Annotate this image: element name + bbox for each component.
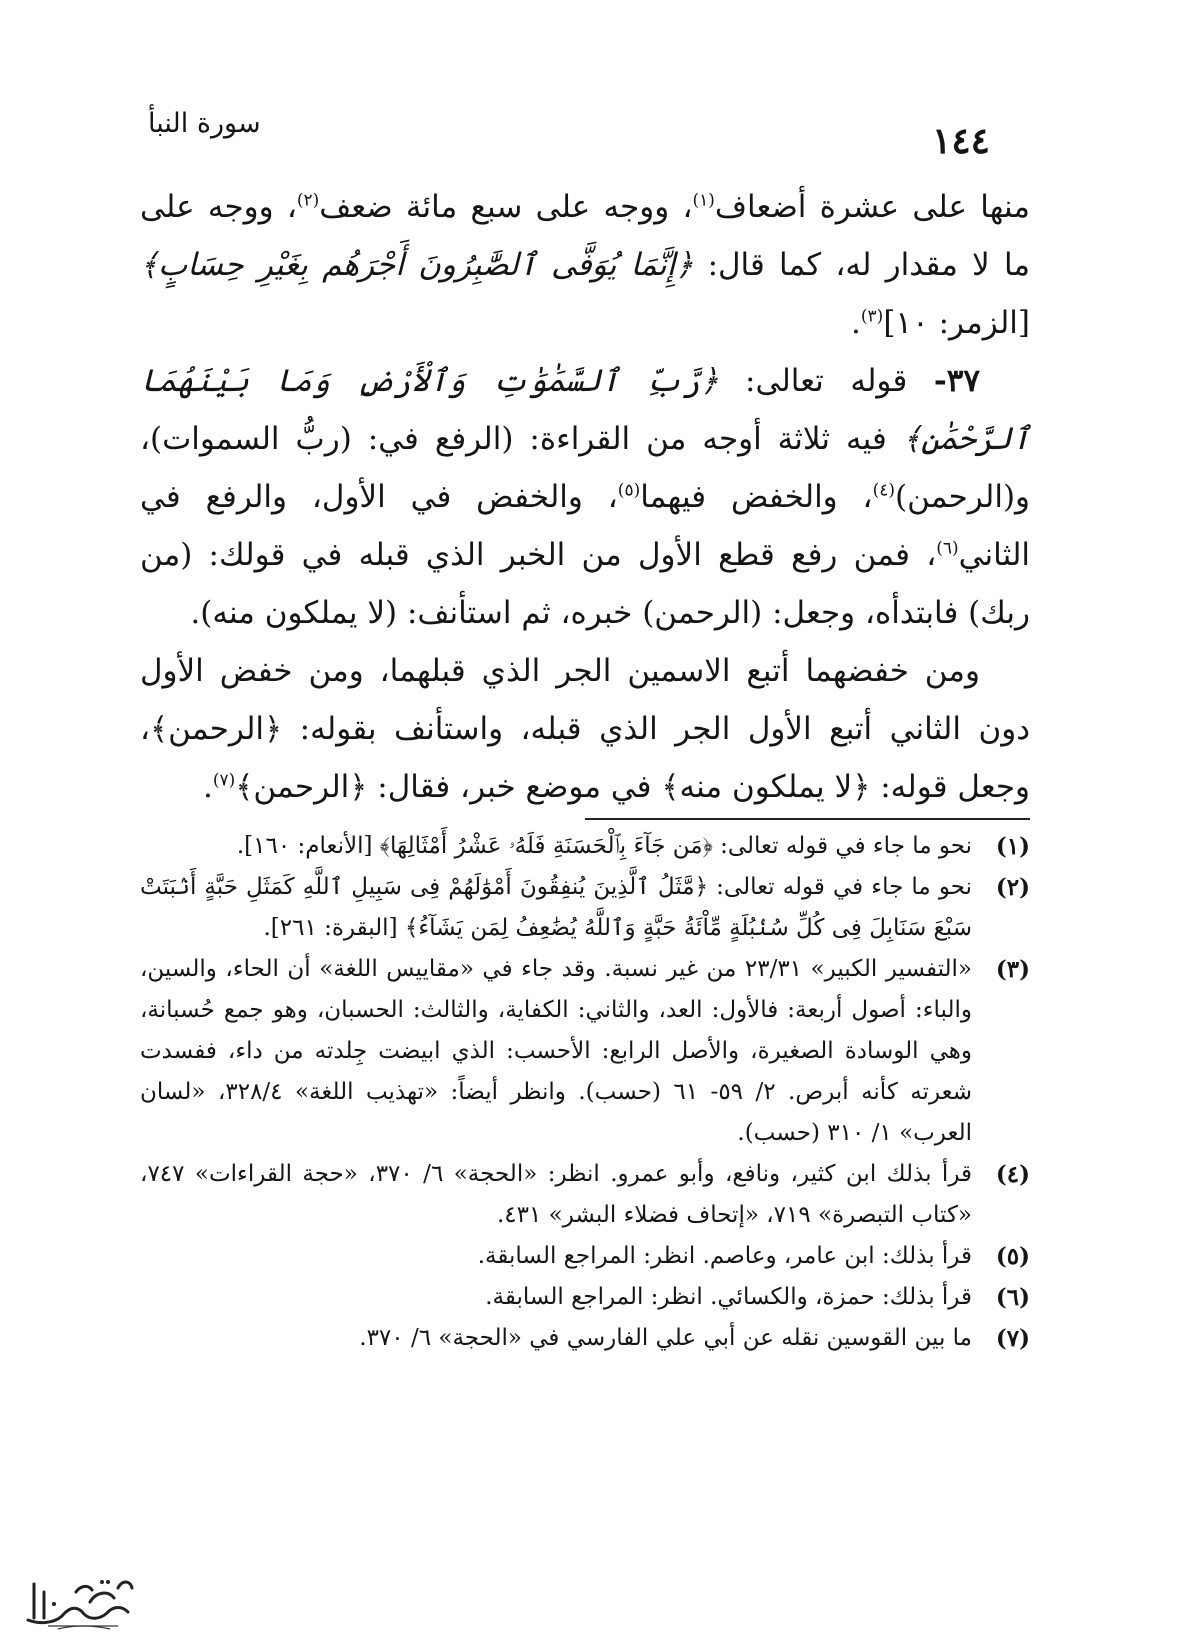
quran-verse: ﴿رَّبِّ ٱلسَّمَٰوَٰتِ وَٱلْأَرْضِ وَمَا بَيْنَهُمَا ٱلرَّحْمَٰنِ﴾ [140,363,1030,457]
main-text [140,178,1030,816]
verse-number: ٣٧- [933,363,981,399]
footnote-number: (٢) [995,874,1030,901]
footnote-2 [140,867,1030,949]
calligraphy-stamp-logo [18,1562,138,1632]
footnote-text: نحو ما جاء في قوله تعالى: ﴿مَن جَآءَ بِٱلْحَسَنَةِ فَلَهُۥ عَشْرُ أَمْثَالِهَا﴾ [الأنعام: ١٦٠]. [236,833,972,859]
text-run: [الزمر: ١٠] [883,305,1030,341]
text-run: ، ووجه على سبع مائة ضعف [319,189,693,225]
text-run: قوله تعالى: [718,363,934,399]
footnote-text: قرأ بذلك: ابن عامر، وعاصم. انظر: المراجع السابقة. [477,1243,972,1269]
footnote-number: (١) [995,833,1030,860]
footnote-3 [140,949,1030,1154]
footnote-number: (٣) [995,956,1030,983]
text-run: . [202,769,213,805]
footnote-ref-1: (١) [692,190,715,211]
footnote-7 [140,1318,1030,1359]
footnote-text: ما بين القوسين نقله عن أبي علي الفارسي في «الحجة» ٦/ ٣٧٠. [359,1325,972,1351]
quran-verse: ﴿إِنَّمَا يُوَفَّى ٱلصَّٰبِرُونَ أَجْرَهُم بِغَيْرِ حِسَابٍ﴾ [140,247,694,283]
footnote-ref-7: (٧) [212,770,236,791]
paragraph-3 [140,642,1030,816]
footnote-5 [140,1236,1030,1277]
footnotes [140,826,1030,1359]
footnote-separator [585,818,1030,820]
quran-word: ﴿الرحمن﴾ [235,769,368,805]
text-run: . [851,305,861,341]
text-run: ، والخفض في الأول، والرفع في الثاني [140,479,1030,573]
footnote-text: قرأ بذلك ابن كثير، ونافع، وأبو عمرو. انظر: «الحجة» ٦/ ٣٧٠، «حجة القراءات» ٧٤٧، «كتاب التبصرة» ٧١٩، «إتحاف فضلاء البشر» ٤٣١. [140,1161,973,1228]
footnote-text: قرأ بذلك: حمزة، والكسائي. انظر: المراجع السابقة. [485,1284,972,1310]
paragraph-2 [140,352,1030,642]
footnote-number: (٥) [995,1243,1030,1270]
quran-phrase: ﴿لا يملكون منه﴾ [661,769,871,805]
footnote-1 [140,826,1030,867]
footnote-4 [140,1154,1030,1236]
text-run: ، ووجه على ما لا مقدار له، كما قال: [140,189,1030,283]
running-header [148,108,990,162]
footnote-number: (٧) [995,1325,1030,1352]
text-run: في موضع خبر، فقال: [367,769,662,805]
footnote-number: (٦) [995,1284,1030,1311]
footnote-ref-4: (٤) [872,480,895,501]
text-run: منها على عشرة أضعاف [714,189,1030,225]
footnote-text: «التفسير الكبير» ٢٣/٣١ من غير نسبة. وقد جاء في «مقاييس اللغة» أن الحاء، والسين، والباء: أصول أربعة: فالأول: العد، والثاني: الكفاية، والثالث: الحسبان، وهو جمع حُسبانة، وهي الوسادة الصغيرة، والأصل الرابع: الأحسب: الذي ابيضت جِلدته من داء، ففسدت شعرته كأنه أبرص. ٢/ ٥٩- ٦١ (حسب). وانظر أيضاً: «تهذيب اللغة» ٣٢٨/٤، «لسان العرب» ١/ ٣١٠ (حسب). [140,956,973,1146]
footnote-number: (٤) [995,1161,1030,1188]
text-run: ، وجعل قوله: [140,711,1030,805]
footnote-6 [140,1277,1030,1318]
text-run: ، فمن رفع قطع الأول من الخبر الذي قبله في قولك: (من ربك) فابتدأه، وجعل: (الرحمن) خبره، ثم استأنف: (لا يملكون منه). [140,537,1030,631]
footnote-ref-2: (٢) [296,190,320,211]
footnote-ref-3: (٣) [860,306,884,327]
footnote-ref-5: (٥) [617,480,641,501]
text-run: ، والخفض فيهما [640,479,873,515]
footnote-ref-6: (٦) [936,538,959,559]
text-run: فيه ثلاثة أوجه من القراءة: (الرفع في: (ربُّ السموات)، و(الرحمن) [140,421,1031,515]
page-number: ١٤٤ [931,120,990,162]
footnote-text: نحو ما جاء في قوله تعالى: ﴿مَّثَلُ ٱلَّذِينَ يُنفِقُونَ أَمْوَٰلَهُمْ فِى سَبِيلِ ٱللَّهِ كَمَثَلِ حَبَّةٍ أَنۢبَتَتْ سَبْعَ سَنَابِلَ فِى كُلِّ سُنۢبُلَةٍ مِّاْئَةُ حَبَّةٍ وَٱللَّهُ يُضَٰعِفُ لِمَن يَشَآءُ﴾ [البقرة: ٢٦١]. [140,874,972,941]
paragraph-1 [140,178,1030,352]
surah-name: سورة النبأ [148,108,261,139]
text-run: ومن خفضهما أتبع الاسمين الجر الذي قبلهما، ومن خفض الأول دون الثاني أتبع الأول الجر الذي قبله، واستأنف بقوله: [140,653,1030,747]
quran-word: ﴿الرحمن﴾ [150,711,283,747]
